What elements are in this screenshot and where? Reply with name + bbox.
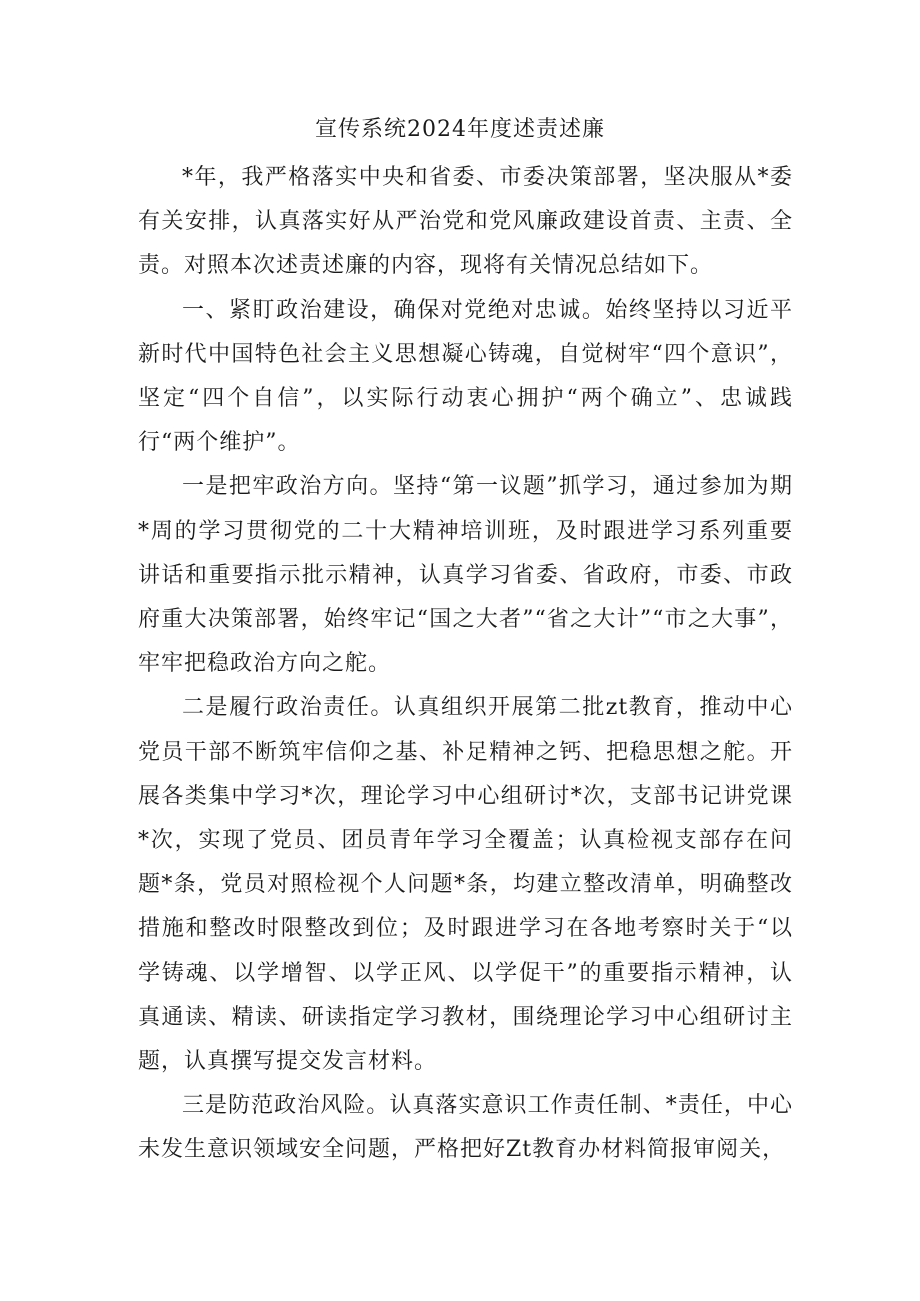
paragraph-item-2: 二是履行政治责任。认真组织开展第二批zt教育，推动中心党员干部不断筑牢信仰之基、补足精神之钙、把稳思想之舵。开展各类集中学习*次，理论学习中心组研讨*次，支部书记讲党课*次，实现了党员、团员青年学习全覆盖；认真检视支部存在问题*条，党员对照检视个人问题*条，均建立整改清单，明确整改措施和整改时限整改到位；及时跟进学习在各地考察时关于“以学铸魂、以学增智、以学正风、以学促干”的重要指示精神，认真通读、精读、研读指定学习教材，围绕理论学习中心组研讨主题，认真撰写提交发言材料。	[138, 695, 793, 1075]
document-body	[138, 156, 793, 1173]
paragraph-item-3: 三是防范政治风险。认真落实意识工作责任制、*责任，中心未发生意识领域安全问题，严格把好Zt教育办材料简报审阅关，	[138, 1093, 793, 1163]
paragraph-section-1: 一、紧盯政治建设，确保对党绝对忠诚。始终坚持以习近平新时代中国特色社会主义思想凝心铸魂，自觉树牢“四个意识”，坚定“四个自信”，以实际行动衷心拥护“两个确立”、忠诚践行“两个维护”。	[138, 297, 793, 456]
paragraph-item-1: 一是把牢政治方向。坚持“第一议题”抓学习，通过参加为期*周的学习贯彻党的二十大精神培训班，及时跟进学习系列重要讲话和重要指示批示精神，认真学习省委、省政府，市委、市政府重大决策部署，始终牢记“国之大者”“省之大计”“市之大事”，牢牢把稳政治方向之舵。	[138, 474, 793, 677]
document-title: 宣传系统2024年度述责述廉	[315, 117, 605, 142]
paragraph-intro: *年，我严格落实中央和省委、市委决策部署，坚决服从*委有关安排，认真落实好从严治党和党风廉政建设首责、主责、全责。对照本次述责述廉的内容，现将有关情况总结如下。	[138, 165, 793, 279]
